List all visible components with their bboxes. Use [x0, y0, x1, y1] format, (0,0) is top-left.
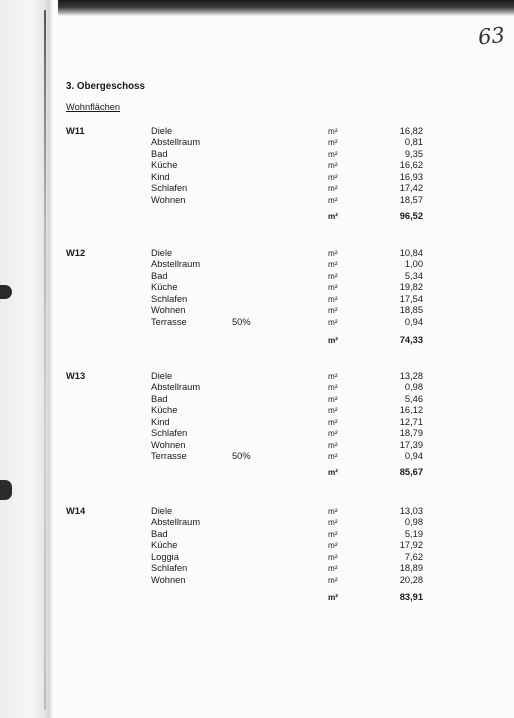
room-area-value: 19,82	[399, 282, 423, 293]
room-area-value: 17,39	[399, 439, 423, 450]
room-area-value: 13,03	[399, 506, 423, 516]
room-area-value: 12,71	[399, 416, 423, 427]
room-name: Schlafen	[151, 563, 188, 574]
room-percentage-note: 50%	[232, 316, 251, 327]
room-name: Bad	[151, 270, 168, 281]
room-name: Kind	[151, 416, 170, 427]
room-name: Abstellraum	[151, 137, 201, 148]
area-unit: m²	[328, 317, 338, 327]
room-area-value: 0,98	[404, 382, 423, 393]
area-unit: m²	[328, 507, 338, 516]
room-name: Bad	[151, 528, 168, 539]
room-area-value: 18,57	[399, 194, 423, 205]
room-area-value: 1,00	[404, 259, 423, 270]
room-name: Bad	[151, 393, 168, 404]
area-unit: m²	[328, 372, 338, 381]
room-area-value: 0,98	[404, 517, 423, 528]
room-name: Wohnen	[151, 194, 186, 205]
area-unit: m²	[328, 518, 338, 528]
area-unit: m²	[328, 249, 338, 258]
room-name: Wohnen	[151, 439, 186, 450]
room-name: Terrasse	[151, 316, 187, 327]
room-name: Abstellraum	[151, 382, 201, 393]
room-name: Diele	[151, 126, 173, 136]
handwritten-page-number: 63	[476, 22, 506, 50]
area-unit: m²	[328, 406, 338, 416]
room-name: Kind	[151, 171, 170, 182]
apartment-label: W12	[66, 248, 86, 258]
area-unit: m²	[328, 294, 338, 304]
area-unit: m²	[328, 452, 338, 462]
area-unit: m²	[328, 283, 338, 293]
area-unit: m²	[328, 127, 338, 136]
room-name: Schlafen	[151, 428, 188, 439]
room-area-value: 17,92	[399, 540, 423, 551]
area-unit: m²	[328, 394, 338, 404]
room-area-value: 10,84	[399, 248, 423, 258]
apartment-label: W13	[66, 371, 86, 381]
area-unit: m²	[328, 184, 338, 194]
room-area-value: 5,46	[404, 393, 423, 404]
section-title: 3. Obergeschoss	[66, 81, 145, 92]
total-unit: m²	[328, 212, 339, 221]
room-name: Diele	[151, 371, 173, 381]
room-area-value: 18,85	[399, 305, 423, 316]
punch-hole	[0, 480, 12, 500]
total-unit: m²	[328, 468, 339, 477]
apartment-total-area: 74,33	[399, 335, 423, 345]
room-area-value: 20,28	[399, 574, 423, 585]
binding-edge	[44, 10, 46, 710]
room-area-value: 16,62	[399, 160, 423, 171]
area-unit: m²	[328, 138, 338, 148]
area-unit: m²	[328, 383, 338, 393]
apartment-total-area: 83,91	[399, 592, 423, 602]
room-name: Küche	[151, 540, 178, 551]
total-unit: m²	[328, 336, 339, 345]
room-area-value: 18,79	[399, 428, 423, 439]
room-area-value: 18,89	[399, 563, 423, 574]
room-name: Schlafen	[151, 293, 188, 304]
room-name: Loggia	[151, 551, 179, 562]
total-unit: m²	[328, 593, 339, 602]
apartment-total-area: 96,52	[399, 211, 423, 221]
binding-shadow	[0, 0, 58, 718]
area-unit: m²	[328, 429, 338, 439]
room-name: Abstellraum	[151, 259, 201, 270]
area-unit: m²	[328, 440, 338, 450]
area-unit: m²	[328, 271, 338, 281]
room-name: Wohnen	[151, 574, 186, 585]
apartment-label: W11	[66, 126, 85, 136]
room-area-value: 0,81	[404, 137, 423, 148]
room-name: Abstellraum	[151, 517, 201, 528]
room-name: Terrasse	[151, 451, 187, 462]
room-name: Diele	[151, 506, 173, 516]
area-unit: m²	[328, 552, 338, 562]
room-area-value: 0,94	[404, 316, 423, 327]
area-unit: m²	[328, 564, 338, 574]
area-unit: m²	[328, 541, 338, 551]
room-area-value: 7,62	[404, 551, 423, 562]
area-unit: m²	[328, 161, 338, 171]
room-name: Schlafen	[151, 183, 188, 194]
area-unit: m²	[328, 306, 338, 316]
area-unit: m²	[328, 172, 338, 182]
room-area-value: 5,19	[404, 528, 423, 539]
area-unit: m²	[328, 529, 338, 539]
room-name: Wohnen	[151, 305, 186, 316]
area-unit: m²	[328, 195, 338, 205]
room-area-value: 17,42	[399, 183, 423, 194]
room-name: Diele	[151, 248, 173, 258]
room-area-value: 9,35	[404, 148, 423, 159]
area-unit: m²	[328, 575, 338, 585]
room-area-value: 17,54	[399, 293, 423, 304]
apartment-label: W14	[66, 506, 86, 516]
area-unit: m²	[328, 260, 338, 270]
area-unit: m²	[328, 149, 338, 159]
room-area-value: 16,82	[399, 126, 423, 136]
room-area-value: 0,94	[404, 451, 423, 462]
room-name: Küche	[151, 405, 178, 416]
room-area-value: 5,34	[404, 270, 423, 281]
room-name: Bad	[151, 148, 168, 159]
room-name: Küche	[151, 282, 178, 293]
area-unit: m²	[328, 417, 338, 427]
room-area-value: 16,12	[399, 405, 423, 416]
apartment-total-area: 85,67	[399, 467, 423, 477]
section-subtitle: Wohnflächen	[66, 102, 121, 112]
room-percentage-note: 50%	[232, 451, 251, 462]
room-area-value: 13,28	[399, 371, 423, 381]
room-area-value: 16,93	[399, 171, 423, 182]
scan-top-shadow	[0, 0, 514, 16]
room-name: Küche	[151, 160, 178, 171]
